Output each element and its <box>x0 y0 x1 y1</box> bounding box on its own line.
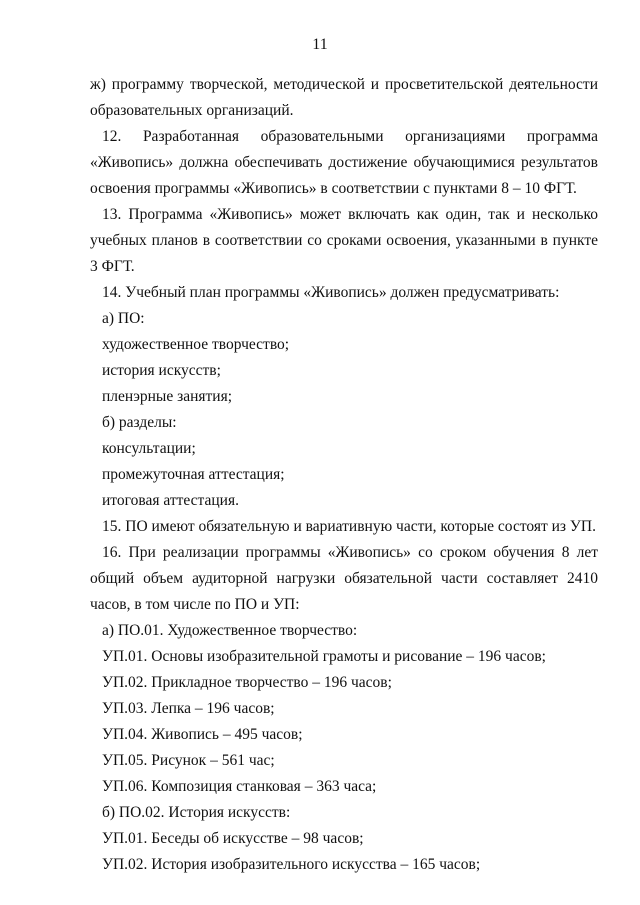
list-item: итоговая аттестация. <box>102 492 239 509</box>
list-b-heading: б) разделы: <box>102 414 177 431</box>
list-a-heading: а) ПО: <box>102 310 145 327</box>
paragraph-16: 16. При реализации программы «Живопись» со сроком обучения 8 лет общий объем аудиторной нагрузки обязательной части составляет 2410 часов, в том числе по ПО и УП: <box>90 544 598 613</box>
page-number: 11 <box>312 36 328 53</box>
list-item: художественное творчество; <box>102 336 290 353</box>
subject-item: УП.01. Основы изобразительной грамоты и рисование – 196 часов; <box>102 648 546 665</box>
subject-item: УП.03. Лепка – 196 часов; <box>102 700 275 717</box>
list-item: консультации; <box>102 440 196 457</box>
subject-item: УП.02. Прикладное творчество – 196 часов; <box>102 674 392 691</box>
po02-heading: б) ПО.02. История искусств: <box>102 804 291 821</box>
paragraph-zh: ж) программу творческой, методической и просветительской деятельности образовательных организаций. <box>90 76 598 119</box>
subject-item: УП.02. История изобразительного искусства – 165 часов; <box>102 856 481 873</box>
paragraph-15: 15. ПО имеют обязательную и вариативную части, которые состоят из УП. <box>102 518 596 535</box>
paragraph-13: 13. Программа «Живопись» может включать как один, так и несколько учебных планов в соответствии со сроками освоения, указанными в пункте 3 ФГТ. <box>90 206 598 275</box>
subject-item: УП.06. Композиция станковая – 363 часа; <box>102 778 377 795</box>
subject-item: УП.05. Рисунок – 561 час; <box>102 752 275 769</box>
list-item: история искусств; <box>102 362 221 379</box>
list-item: пленэрные занятия; <box>102 388 233 405</box>
document-body <box>90 72 598 878</box>
list-item: промежуточная аттестация; <box>102 466 285 483</box>
subject-item: УП.04. Живопись – 495 часов; <box>102 726 303 743</box>
paragraph-14: 14. Учебный план программы «Живопись» должен предусматривать: <box>102 284 560 301</box>
po01-heading: а) ПО.01. Художественное творчество: <box>102 622 358 639</box>
subject-item: УП.01. Беседы об искусстве – 98 часов; <box>102 830 364 847</box>
paragraph-12: 12. Разработанная образовательными организациями программа «Живопись» должна обеспечивать достижение обучающимися результатов освоения программы «Живопись» в соответствии с пунктами 8 – 10 ФГТ. <box>90 128 598 197</box>
